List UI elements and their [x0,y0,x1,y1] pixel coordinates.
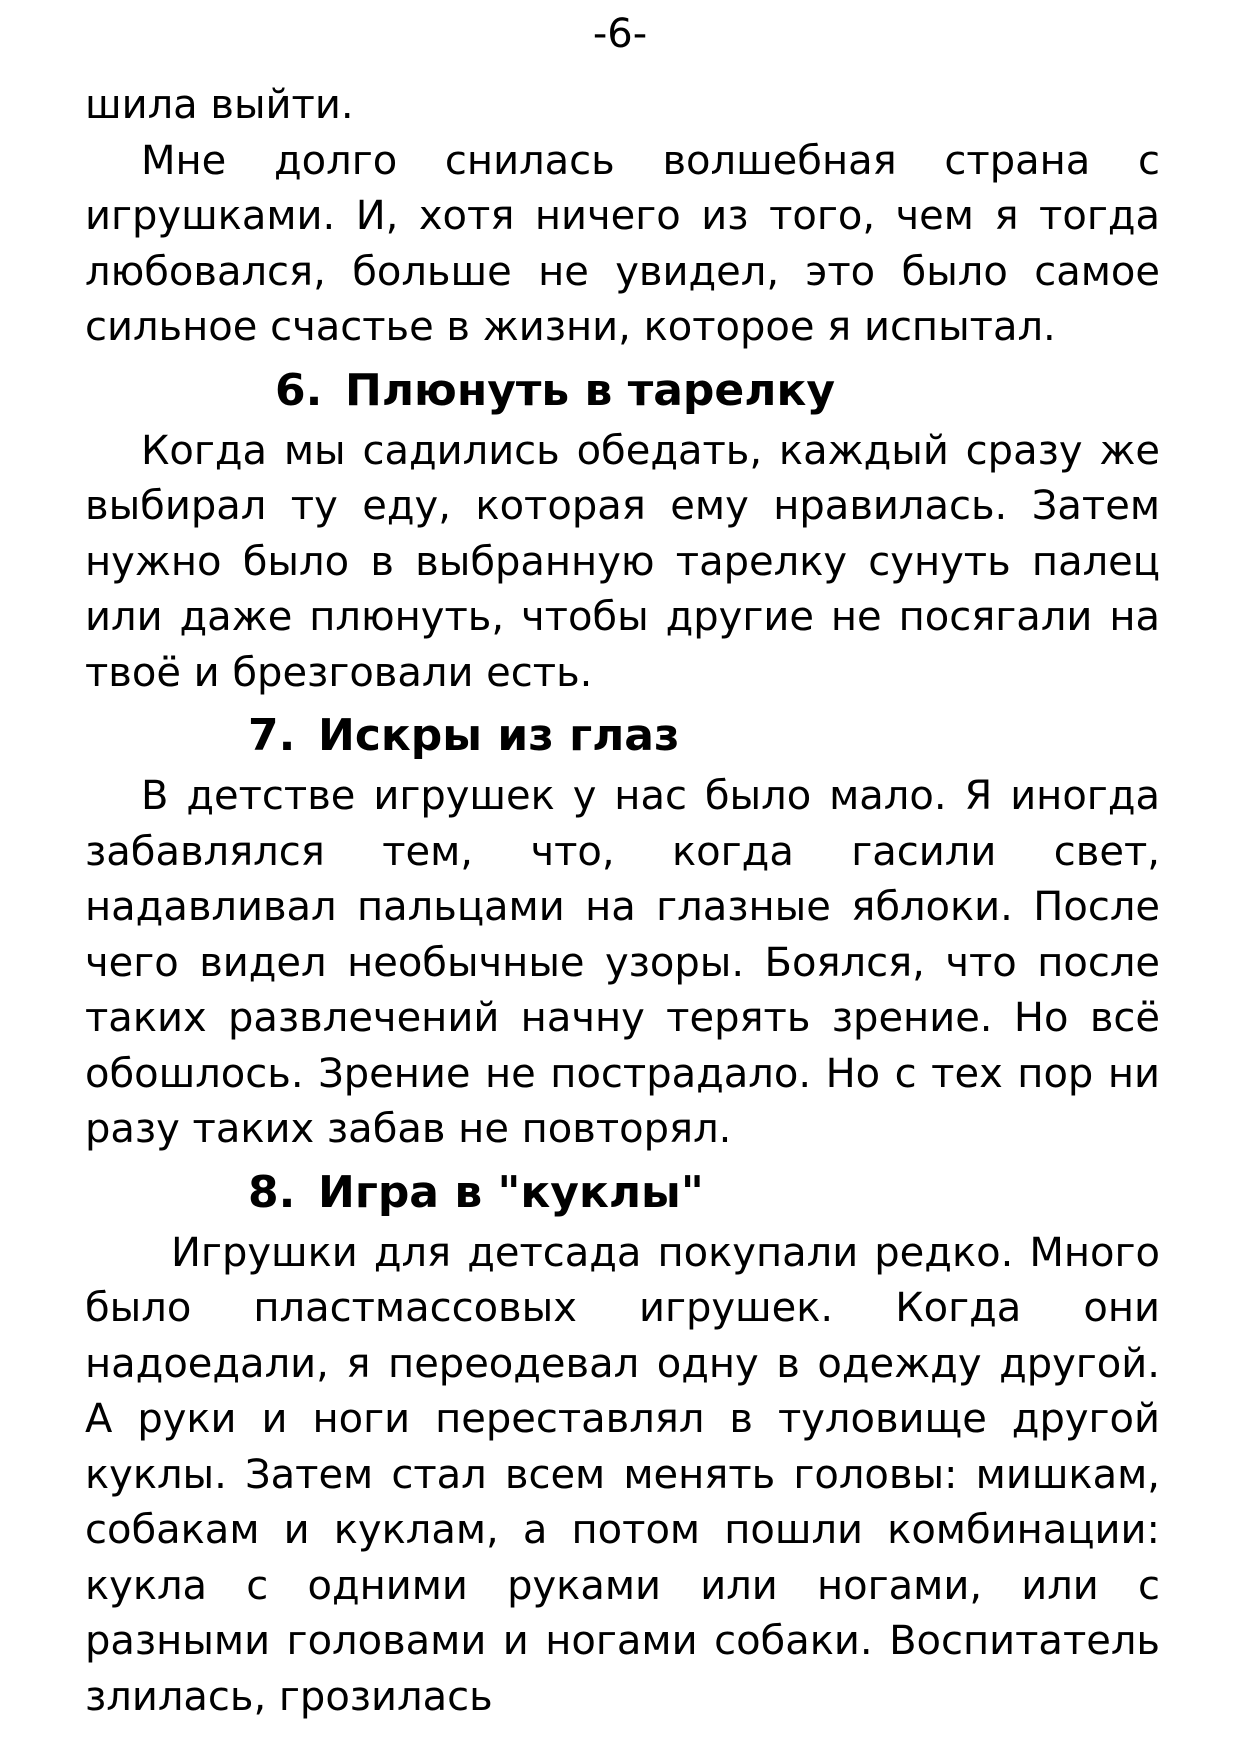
section-number: 6. [275,364,323,416]
section-title: Игра в "куклы" [318,1166,704,1218]
section-heading-6 [85,364,1160,418]
section-6-text: Когда мы садились обедать, каждый сразу же выбирал ту еду, которая ему нравилась. Затем нужно было в выбранную тарелку сунуть палец или даже плюнуть, чтобы другие не посягали на твоё и брезговали есть. [85,427,1160,696]
section-number: 8. [248,1166,296,1218]
section-number: 7. [248,710,296,761]
section-title: Плюнуть в тарелку [345,364,836,416]
section-heading-8 [85,1166,1160,1220]
section-title: Искры из глаз [318,710,680,761]
section-8-text: Игрушки для детсада покупали редко. Много было пластмассовых игрушек. Когда они надоедали, я переодевал одну в одежду другой. А руки и ноги переставлял в туловище другой куклы. Затем стал всем менять головы: мишкам, собакам и куклам, а потом пошли комбинации: кукла с одними руками или ногами, или с разными головами и ногами собаки. Воспитатель злилась, грозилась [85,1229,1160,1720]
section-heading-7 [85,709,1160,763]
page-content [85,78,1160,1725]
section-7-text: В детстве игрушек у нас было мало. Я иногда забавлялся тем, что, когда гасили свет, надавливал пальцами на глазные яблоки. После чего видел необычные узоры. Боялся, что после таких развлечений начну терять зрение. Но всё обошлось. Зрение не пострадало. Но с тех пор ни разу таких забав не повторял. [85,773,1160,1152]
paragraph-toy-country: Мне долго снилась волшебная страна с игрушками. И, хотя ничего из того, чем я тогда любовался, больше не увидел, это было самое сильное счастье в жизни, которое я испытал. [85,137,1160,350]
page-number: -6- [592,11,648,57]
continuation-text: шила выйти. [85,82,354,128]
